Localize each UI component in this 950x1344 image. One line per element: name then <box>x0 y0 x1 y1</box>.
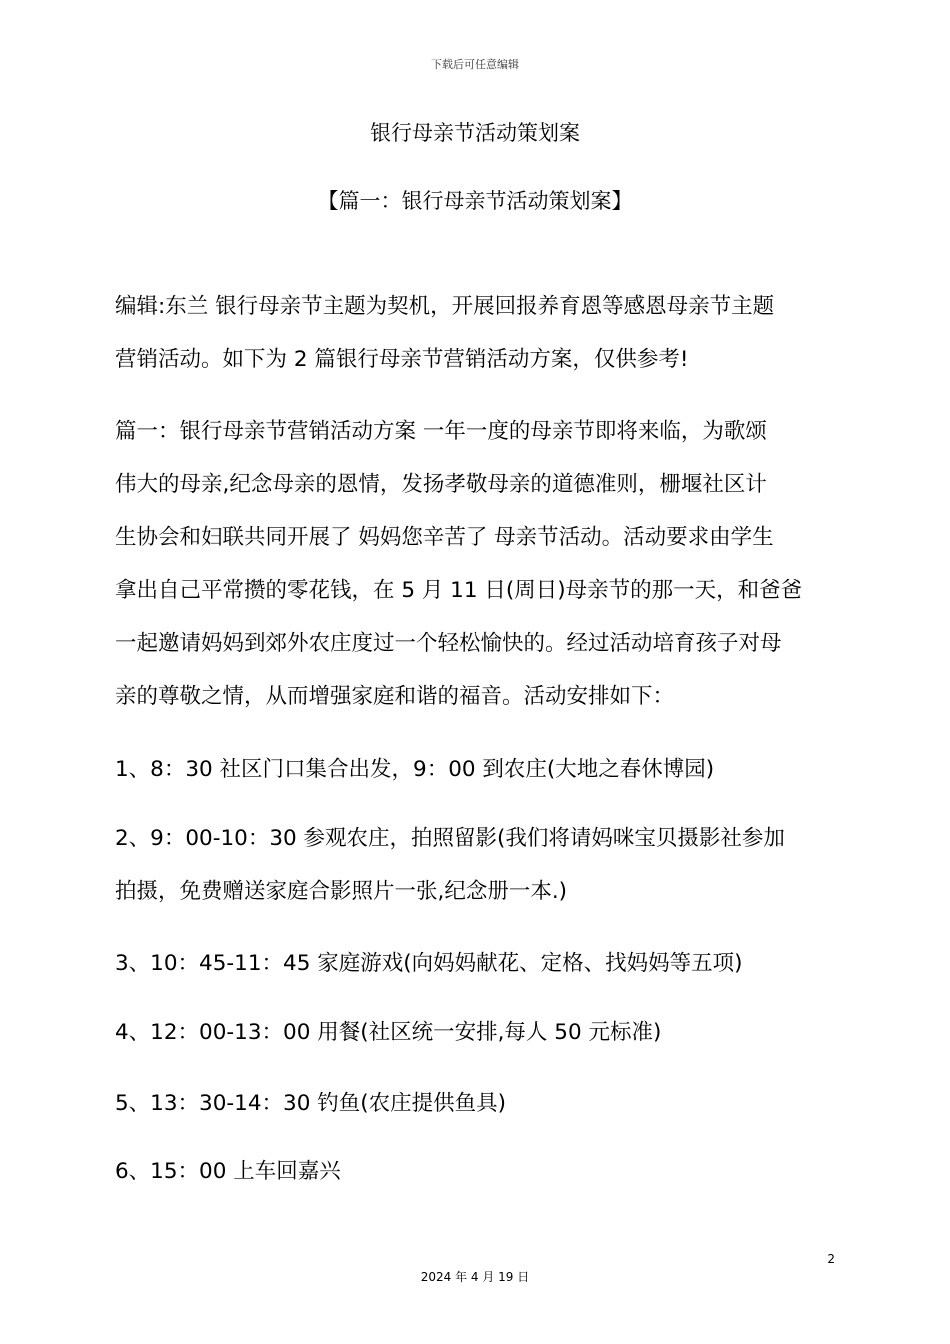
schedule-item-4: 4、12：00-13：00 用餐(社区统一安排,每人 50 元标准) <box>115 1020 662 1045</box>
intro-paragraph <box>115 280 840 386</box>
intro-line: 编辑:东兰 银行母亲节主题为契机，开展回报养育恩等感恩母亲节主题 <box>115 294 775 319</box>
article-line: 一起邀请妈妈到郊外农庄度过一个轻松愉快的。经过活动培育孩子对母 <box>115 631 782 656</box>
page-number: 2 <box>827 1252 835 1266</box>
header-note: 下载后可任意编辑 <box>431 58 519 71</box>
schedule-item-2-line: 2、9：00-10：30 参观农庄，拍照留影(我们将请妈咪宝贝摄影社参加 <box>115 826 785 851</box>
article-line: 亲的尊敬之情，从而增强家庭和谐的福音。活动安排如下： <box>115 684 675 709</box>
intro-line: 营销活动。如下为 2 篇银行母亲节营销活动方案，仅供参考! <box>115 347 689 372</box>
document-subtitle: 【篇一：银行母亲节活动策划案】 <box>317 189 633 213</box>
document-title: 银行母亲节活动策划案 <box>370 121 580 145</box>
article-line: 伟大的母亲,纪念母亲的恩情，发扬孝敬母亲的道德准则，栅堰社区计 <box>115 472 767 497</box>
article-line: 篇一：银行母亲节营销活动方案 一年一度的母亲节即将来临，为歌颂 <box>115 419 767 444</box>
article-line: 生协会和妇联共同开展了 妈妈您辛苦了 母亲节活动。活动要求由学生 <box>115 525 774 550</box>
schedule-item-6: 6、15：00 上车回嘉兴 <box>115 1159 341 1184</box>
article-line: 拿出自己平常攒的零花钱，在 5 月 11 日(周日)母亲节的那一天，和爸爸 <box>115 578 803 603</box>
schedule-item-1: 1、8：30 社区门口集合出发，9：00 到农庄(大地之春休博园) <box>115 757 715 782</box>
schedule-item-3: 3、10：45-11：45 家庭游戏(向妈妈献花、定格、找妈妈等五项) <box>115 951 743 976</box>
article-paragraph <box>115 405 840 723</box>
schedule-item-2 <box>115 812 840 918</box>
footer-date: 2024 年 4 月 19 日 <box>420 1270 530 1284</box>
schedule-item-5: 5、13：30-14：30 钓鱼(农庄提供鱼具) <box>115 1091 506 1116</box>
schedule-item-2-line: 拍摄，免费赠送家庭合影照片一张,纪念册一本.) <box>115 879 568 904</box>
